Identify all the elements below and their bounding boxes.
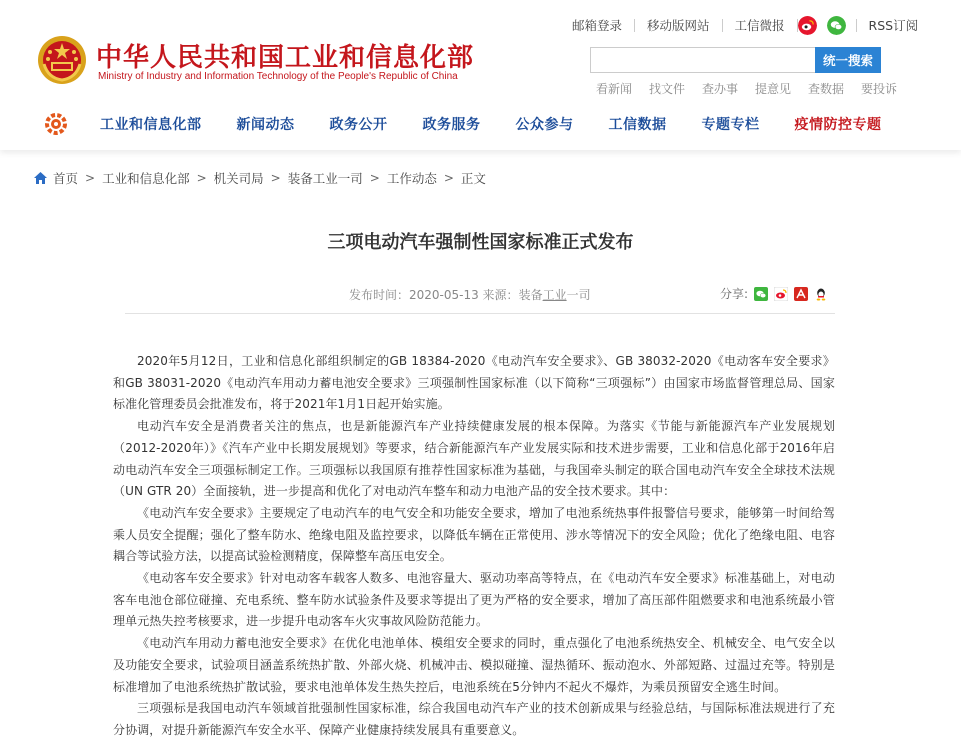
wechat-share-icon[interactable] <box>754 287 768 301</box>
search-button[interactable]: 统一搜索 <box>815 47 881 73</box>
main-nav <box>44 112 882 136</box>
nav-item-news[interactable]: 新闻动态 <box>236 117 295 133</box>
breadcrumb-departments[interactable]: 机关司局 <box>213 171 264 186</box>
site-subtitle: Ministry of Industry and Information Technology of the People's Republic of China <box>98 71 458 82</box>
weibo-news-link[interactable]: 工信微报 <box>723 19 798 32</box>
article-paragraph: 《电动客车安全要求》针对电动客车载客人数多、电池容量大、驱动功率高等特点，在《电动汽车安全要求》标准基础上，对电动客车电池仓部位碰撞、充电系统、整车防水试验条件及要求等提出了更为严格的安全要求，增加了高压部件阻燃要求和电池系统最小管理单元热失控考核要求，进一步提升电动客车火灾事故风险防范能力。 <box>113 571 835 629</box>
mobile-site-link[interactable]: 移动版网站 <box>635 19 723 32</box>
nav-item-ministry[interactable]: 工业和信息化部 <box>100 117 202 133</box>
home-icon <box>34 172 47 184</box>
breadcrumb-separator: > <box>270 171 281 185</box>
breadcrumb-separator: > <box>85 171 96 185</box>
ministry-logo-icon[interactable] <box>44 112 68 136</box>
source-link[interactable]: 工业 <box>542 288 567 302</box>
breadcrumb-separator: > <box>443 171 454 185</box>
source-suffix: 一司 <box>566 288 591 302</box>
search-tab-files[interactable]: 找文件 <box>649 82 686 96</box>
qq-share-icon[interactable] <box>814 287 828 301</box>
search-tab-news[interactable]: 看新闻 <box>596 82 633 96</box>
nav-item-topics[interactable]: 专题专栏 <box>701 117 760 133</box>
breadcrumb-separator: > <box>196 171 207 185</box>
publish-info: 发布时间：2020-05-13 来源： <box>349 288 519 302</box>
share-bar <box>720 285 828 302</box>
article-paragraph: 《电动汽车安全要求》主要规定了电动汽车的电气安全和功能安全要求，增加了电池系统热事件报警信号要求，能够第一时间给驾乘人员安全提醒；强化了整车防水、绝缘电阻及监控要求，以降低车辆在正常使用、涉水等情况下的安全风险；优化了绝缘电阻、电容耦合等试验方法，以提高试验检测精度，保障整车高压电安全。 <box>113 505 835 564</box>
site-title[interactable]: 中华人民共和国工业和信息化部 <box>96 43 475 73</box>
national-emblem-icon[interactable] <box>36 34 88 86</box>
source-prefix: 装备 <box>518 288 543 302</box>
share-label: 分享: <box>720 287 749 301</box>
article-body <box>113 351 835 742</box>
pdf-share-icon[interactable] <box>794 287 808 301</box>
breadcrumb <box>34 169 486 187</box>
article-title: 三项电动汽车强制性国家标准正式发布 <box>327 232 634 253</box>
weibo-share-icon[interactable] <box>774 287 788 301</box>
article-paragraph: 2020年5月12日，工业和信息化部组织制定的GB 18384-2020《电动汽车安全要求》、GB 38032-2020《电动客车安全要求》和GB 38031-2020《电动汽车用动力蓄电池安全要求》三项强制性国家标准（以下简称“三项强标”）由国家市场监督管理总局、国家标准化管理委员会批准发布，将于2021年1月1日起开始实施。 <box>113 354 835 412</box>
article-paragraph: 《电动汽车用动力蓄电池安全要求》在优化电池单体、模组安全要求的同时，重点强化了电池系统热安全、机械安全、电气安全以及功能安全要求，试验项目涵盖系统热扩散、外部火烧、机械冲击、模拟碰撞、湿热循环、振动泡水、外部短路、过温过充等。特别是标准增加了电池系统热扩散试验，要求电池单体发生热失控后，电池系统在5分钟内不起火不爆炸，为乘员预留安全逃生时间。 <box>113 636 835 694</box>
search-tab-data[interactable]: 查数据 <box>808 82 845 96</box>
breadcrumb-separator: > <box>369 171 380 185</box>
search-tab-suggestions[interactable]: 提意见 <box>755 82 792 96</box>
nav-item-gov-service[interactable]: 政务服务 <box>422 117 481 133</box>
search-input[interactable] <box>591 48 815 72</box>
breadcrumb-work-news[interactable]: 工作动态 <box>386 171 437 186</box>
nav-item-gov-open[interactable]: 政务公开 <box>329 117 388 133</box>
article-paragraph: 电动汽车安全是消费者关注的焦点，也是新能源汽车产业持续健康发展的根本保障。为落实《节能与新能源汽车产业发展规划（2012-2020年）》《汽车产业中长期发展规划》等要求，结合新能源汽车产业发展实际和技术进步需要，工业和信息化部于2016年启动电动汽车安全三项强标制定工作。三项强标以我国原有推荐性国家标准为基础，与我国牵头制定的联合国电动汽车安全全球技术法规（UN GTR 20）全面接轨，进一步提高和优化了对电动汽车整车和动力电池产品的安全技术要求。其中： <box>113 419 835 499</box>
breadcrumb-equipment-dept[interactable]: 装备工业一司 <box>287 171 363 186</box>
site-header <box>0 0 961 150</box>
search-tabs <box>596 80 914 97</box>
search-tab-services[interactable]: 查办事 <box>702 82 739 96</box>
search-tab-complaints[interactable]: 要投诉 <box>861 82 898 96</box>
breadcrumb-home[interactable]: 首页 <box>53 171 79 186</box>
mail-login-link[interactable]: 邮箱登录 <box>560 19 635 32</box>
nav-item-data[interactable]: 工信数据 <box>608 117 667 133</box>
divider <box>125 313 835 314</box>
article-paragraph: 三项强标是我国电动汽车领域首批强制性国家标准，综合我国电动汽车产业的技术创新成果与经验总结，与国际标准法规进行了充分协调，对提升新能源汽车安全水平、保障产业健康持续发展具有重要意义。 <box>113 701 835 737</box>
nav-item-participation[interactable]: 公众参与 <box>515 117 574 133</box>
rss-link[interactable]: RSS订阅 <box>868 17 919 33</box>
nav-item-epidemic[interactable]: 疫情防控专题 <box>794 117 882 133</box>
search-field[interactable] <box>590 47 815 73</box>
top-links <box>560 14 930 36</box>
article-meta <box>349 286 591 303</box>
wechat-icon[interactable] <box>827 16 846 35</box>
breadcrumb-current: 正文 <box>460 171 486 186</box>
social-icons <box>798 19 857 32</box>
breadcrumb-ministry[interactable]: 工业和信息化部 <box>102 171 190 186</box>
weibo-icon[interactable] <box>798 16 817 35</box>
